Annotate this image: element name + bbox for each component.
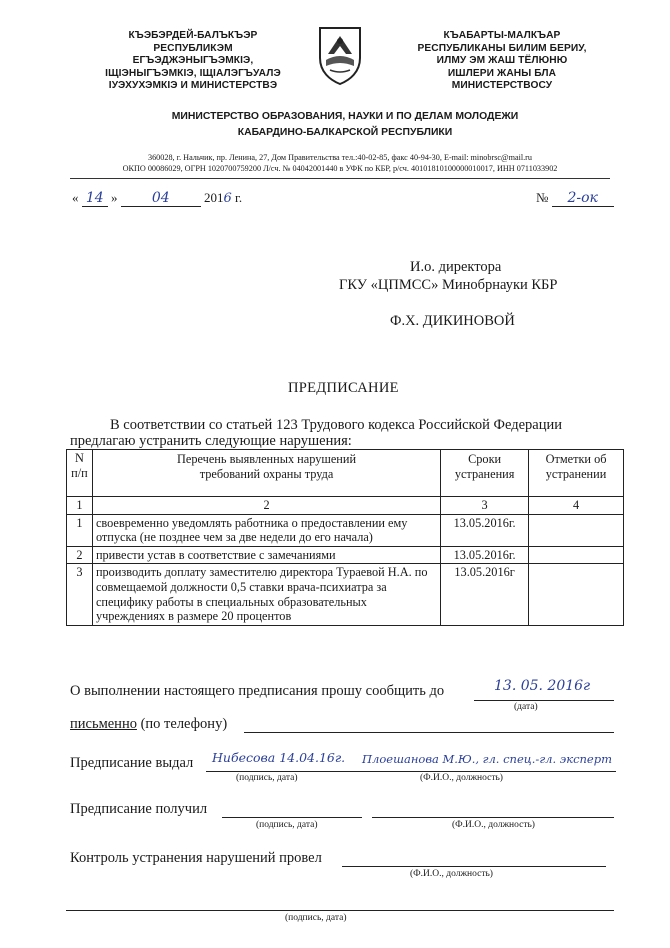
addressee-name: Ф.Х. ДИКИНОВОЙ [390, 313, 515, 329]
header-left-block [78, 30, 308, 93]
table-row [67, 514, 624, 546]
row-violation: своевременно уведомлять работника о предоставлении ему отпуска (не позднее чем за две недели до его начала) [92, 514, 440, 546]
method-line [244, 732, 614, 733]
header-marks: Отметки об устранении [529, 450, 624, 497]
date-month: 04 [121, 190, 201, 207]
received-by-label: Предписание получил [70, 801, 208, 817]
received-sign-line [222, 817, 362, 818]
header-left-line: РЕСПУБЛИКЭМ [153, 42, 233, 54]
received-sign-caption: (подпись, дата) [256, 820, 318, 830]
header-violations: Перечень выявленных нарушений требований охраны труда [92, 450, 440, 497]
method-written: письменно [70, 716, 137, 732]
intro-line1: В соответствии со статьей 123 Трудового кодекса Российской Федерации [110, 417, 562, 433]
header-right-line: КЪАБАРТЫ-МАЛКЪАР [443, 30, 561, 41]
addressee-organization: ГКУ «ЦПМСС» Минобрнауки КБР [339, 277, 558, 293]
violations-table [66, 449, 624, 626]
requisites-line: ОКПО 00086029, ОГРН 1020700759200 Л/сч. № 04042001440 в УФК по КБР, р/сч. 40101810100000010017, ИНН 0711033902 [122, 163, 558, 173]
issued-name: Плоешанова М.Ю., гл. спец.-гл. эксперт [362, 752, 612, 766]
intro-line2: предлагаю устранить следующие нарушения: [70, 433, 352, 449]
control-name-caption: (Ф.И.О., должность) [410, 869, 493, 879]
addressee-position: И.о. директора [410, 259, 502, 275]
address-line: 360028, г. Нальчик, пр. Ленина, 27, Дом Правительства тел.:40-02-85, факс 40-94-30, E-mail: minobrsc@mail.ru [147, 153, 532, 162]
issued-line [206, 771, 616, 772]
report-request: О выполнении настоящего предписания прошу сообщить до [70, 683, 445, 699]
header-right-line: ИЛМУ ЭМ ЖАШ ТЁЛЮНЮ [436, 55, 568, 66]
col-number: 3 [441, 497, 529, 515]
row-deadline: 13.05.2016г. [441, 546, 529, 564]
address-block [60, 153, 620, 174]
col-number: 1 [67, 497, 93, 515]
issued-name-caption: (Ф.И.О., должность) [420, 773, 503, 783]
header-divider [70, 178, 610, 179]
row-number: 3 [67, 564, 93, 625]
control-sign-caption: (подпись, дата) [285, 913, 347, 923]
date-year-digit: 6 [223, 191, 232, 206]
header-left-line: IЩIЭНЫГЪЭМКIЭ, IЩIАЛЭГЪУАЛЭ [105, 67, 281, 79]
control-sign-line [66, 910, 614, 911]
header-left-line: ЕГЪЭДЖЭНЫГЪЭМКIЭ, [132, 55, 254, 66]
issued-sign-caption: (подпись, дата) [236, 773, 298, 783]
report-date-caption: (дата) [514, 702, 538, 712]
control-name-line [342, 866, 606, 867]
header-left-line: IУЭХУХЭМКIЭ И МИНИСТЕРСТВЭ [108, 80, 278, 91]
ministry-title [90, 109, 600, 141]
number-value: 2-ок [552, 190, 614, 207]
col-number: 2 [92, 497, 440, 515]
date-day: 14 [82, 190, 108, 207]
row-violation: производить доплату заместителю директора Тураевой Н.А. по совмещаемой должности 0,5 ставки врача-психиатра за специфику работы в специальных образовательных учреждениях в размере 20 процентов [92, 564, 440, 625]
header-deadline: Сроки устранения [441, 450, 529, 497]
table-row [67, 564, 624, 625]
control-label: Контроль устранения нарушений провел [70, 850, 322, 866]
ministry-title-line2: КАБАРДИНО-БАЛКАРСКОЙ РЕСПУБЛИКИ [237, 127, 453, 138]
header-number: N п/п [67, 450, 93, 497]
row-number: 1 [67, 514, 93, 546]
row-mark [529, 546, 624, 564]
report-method [70, 716, 227, 733]
received-name-line [372, 817, 614, 818]
row-number: 2 [67, 546, 93, 564]
issued-by-label: Предписание выдал [70, 755, 194, 771]
document-title: ПРЕДПИСАНИЕ [288, 380, 399, 396]
report-date-line [474, 700, 614, 701]
report-date-value: 13. 05. 2016г [494, 678, 591, 694]
header-right-line: ИШЛЕРИ ЖАНЫ БЛА [447, 67, 557, 79]
document-number [536, 190, 628, 207]
received-name-caption: (Ф.И.О., должность) [452, 820, 535, 830]
date-year-prefix: 201 [204, 190, 224, 205]
row-mark [529, 564, 624, 625]
table-header-row [67, 450, 624, 497]
number-label: № [536, 190, 549, 205]
issued-signature: Нибесова 14.04.16г. [212, 750, 346, 765]
date-close-quote: » [111, 190, 118, 205]
ministry-title-line1: МИНИСТЕРСТВО ОБРАЗОВАНИЯ, НАУКИ И ПО ДЕЛАМ МОЛОДЕЖИ [171, 111, 519, 122]
col-number: 4 [529, 497, 624, 515]
row-deadline: 13.05.2016г [441, 564, 529, 625]
table-col-numbers-row [67, 497, 624, 515]
header-right-line: МИНИСТЕРСТВОСУ [451, 80, 553, 91]
header-right-block [396, 30, 608, 93]
coat-of-arms-emblem [316, 24, 364, 86]
date-open-quote: « [72, 190, 79, 205]
date-year-suffix: г. [235, 190, 243, 205]
row-deadline: 13.05.2016г. [441, 514, 529, 546]
header-right-line: РЕСПУБЛИКАНЫ БИЛИМ БЕРИУ, [417, 42, 587, 54]
header-left-line: КЪЭБЭРДЕЙ-БАЛЪКЪЭР [128, 30, 258, 41]
method-phone: (по телефону) [136, 716, 228, 732]
table-row [67, 546, 624, 564]
row-mark [529, 514, 624, 546]
row-violation: привести устав в соответствие с замечаниями [92, 546, 440, 564]
